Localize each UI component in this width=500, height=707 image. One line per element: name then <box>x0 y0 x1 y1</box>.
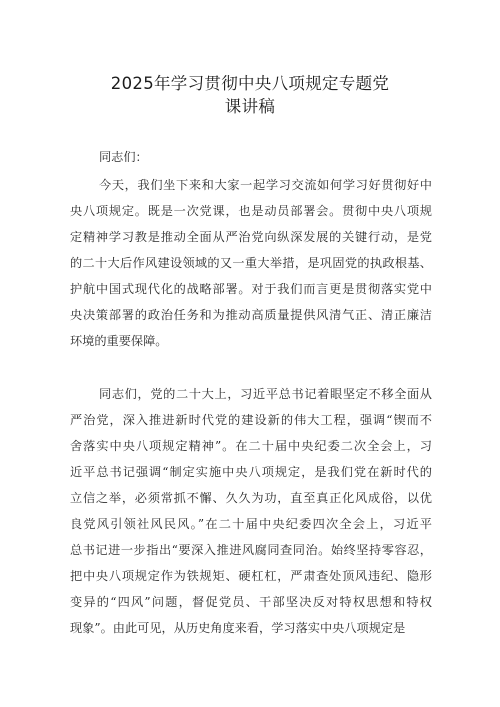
paragraph-2-line: 现象”。由此可见，从历史角度来看，学习落实中央八项规定是 <box>70 621 406 635</box>
paragraph-2-line: 近平总书记强调“制定实施中央八项规定，是我们党在新时代的 <box>70 465 432 479</box>
document-title-line-2: 课讲稿 <box>224 97 276 116</box>
paragraph-1-line: 的二十大后作风建设领域的又一重大举措，是巩固党的执政根基、 <box>70 256 432 270</box>
paragraph-2-line: 良党风引领社风民风。”在二十届中央纪委四次全会上，习近平 <box>70 517 432 531</box>
salutation: 同志们： <box>99 150 148 164</box>
paragraph-1-line: 环境的重要保障。 <box>70 334 168 348</box>
paragraph-1-line: 定精神学习教是推动全面从严治党向纵深发展的关键行动，是党 <box>70 230 432 244</box>
paragraph-1-line: 护航中国式现代化的战略部署。对于我们而言更是贯彻落实党中 <box>70 282 432 296</box>
paragraph-2-line: 严治党，深入推进新时代党的建设新的伟大工程，强调“锲而不 <box>70 413 432 427</box>
paragraph-1-line: 今天，我们坐下来和大家一起学习交流如何学习好贯彻好中 <box>99 178 432 192</box>
paragraph-2-line: 舍落实中央八项规定精神”。在二十届中央纪委二次全会上，习 <box>70 439 432 453</box>
document-title-line-1: 2025年学习贯彻中央八项规定专题党 <box>110 74 390 93</box>
paragraph-2-line: 变异的“四风”问题，督促党员、干部坚决反对特权思想和特权 <box>70 595 432 609</box>
paragraph-2-line: 立信之举，必须常抓不懈、久久为功，直至真正化风成俗，以优 <box>70 491 432 505</box>
paragraph-2-line: 把中央八项规定作为铁规矩、硬杠杠，严肃查处顶风违纪、隐形 <box>70 569 432 583</box>
paragraph-1-line: 央决策部署的政治任务和为推动高质量提供风清气正、清正廉洁 <box>70 308 432 322</box>
paragraph-1-line: 央八项规定。既是一次党课，也是动员部署会。贯彻中央八项规 <box>70 204 432 218</box>
paragraph-2-line: 总书记进一步指出“要深入推进风腐同查同治。始终坚持零容忍， <box>70 543 432 557</box>
paragraph-2-line: 同志们，党的二十大上，习近平总书记着眼坚定不移全面从 <box>99 387 432 401</box>
